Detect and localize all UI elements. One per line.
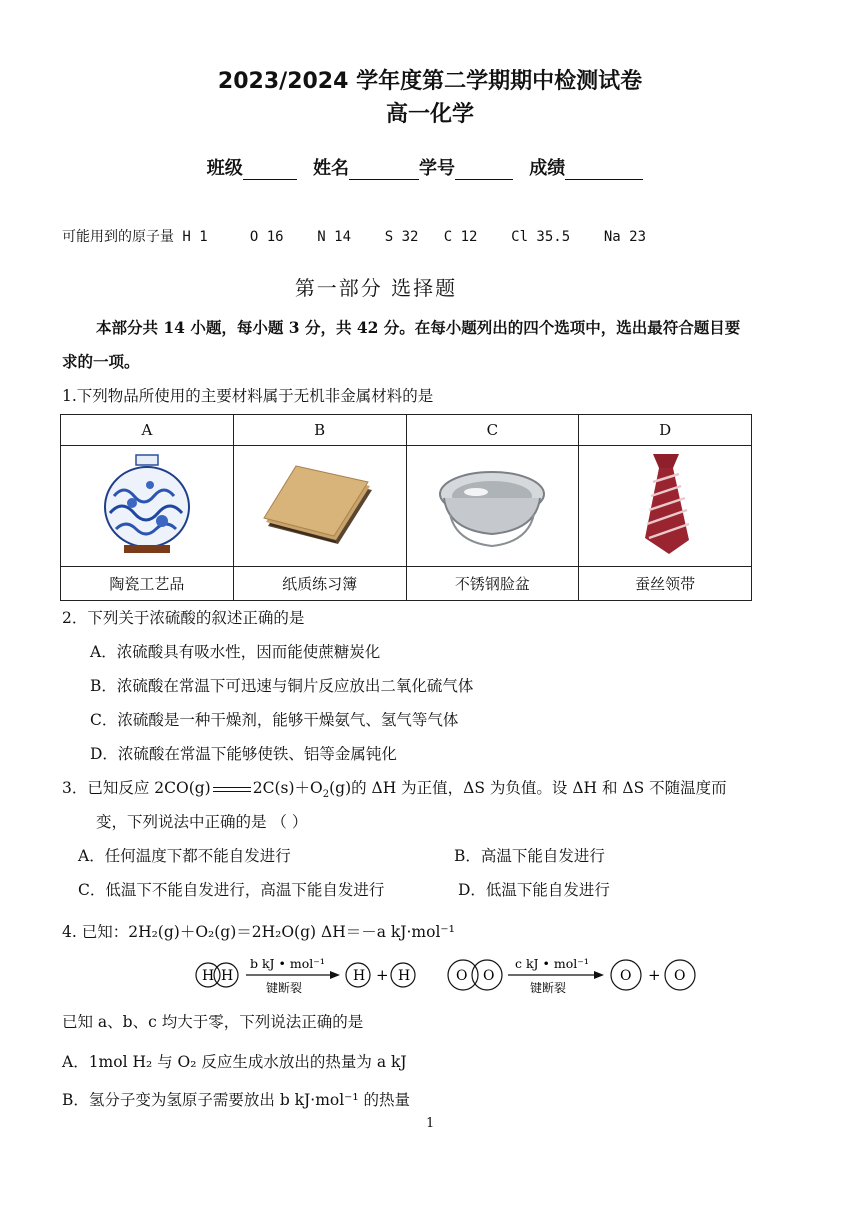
exam-subject: 高一化学 <box>385 102 474 127</box>
notebook-image <box>260 452 380 556</box>
arrow-o-icon <box>594 971 604 979</box>
plus-h: + <box>376 966 389 984</box>
o2-molecule <box>448 960 502 990</box>
q1-col-d: D <box>579 415 752 446</box>
part1-instructions-1: 本部分共 14 小题，每小题 3 分，共 42 分。在每小题列出的四个选项中，选出最符合题目要 <box>96 318 741 337</box>
atomic-mass-line: 可能用到的原子量 H 1 O 16 N 14 S 32 C 12 Cl 35.5 Na 23 <box>62 229 647 245</box>
svg-text:H: H <box>202 968 215 984</box>
q4-option-a: A．1mol H₂ 与 O₂ 反应生成水放出的热量为 a kJ <box>62 1053 407 1071</box>
field-id-blank[interactable] <box>455 161 513 180</box>
field-class-blank[interactable] <box>243 161 297 180</box>
svg-text:H: H <box>221 968 234 984</box>
q3-stem: 3．已知反应 2CO(g) $2C(s)+O_2(g)$的 ΔH 为正值，ΔS 为负值。设 ΔH 和 ΔS 不随温度而 <box>62 779 727 801</box>
equilibrium-sign <box>213 787 251 792</box>
bond-energy-h: b kJ • mol⁻¹ <box>250 956 325 971</box>
field-name-label: 姓名 <box>313 158 349 179</box>
break-label-o: 键断裂 <box>530 981 567 995</box>
field-score-label: 成绩 <box>529 158 566 179</box>
q1-col-b: B <box>233 415 406 446</box>
q1-item-a: 陶瓷工艺品 <box>61 567 234 601</box>
q1-stem: 1.下列物品所使用的主要材料属于无机非金属材料的是 <box>62 387 434 405</box>
q3-option-a: A．任何温度下都不能自发进行 <box>78 847 291 865</box>
bond-energy-o: c kJ • mol⁻¹ <box>515 956 589 971</box>
field-class-label: 班级 <box>206 158 243 179</box>
q1-item-c: 不锈钢脸盆 <box>406 567 579 601</box>
q3-option-b: B．高温下能自发进行 <box>454 847 605 865</box>
o-atom-2: O <box>674 968 686 984</box>
h2-molecule <box>196 963 238 987</box>
stainless-basin-image <box>436 454 548 554</box>
q2-option-c: C．浓硫酸是一种干燥剂，能够干燥氨气、氢气等气体 <box>90 711 459 729</box>
h-atom-1: H <box>353 968 366 984</box>
q1-col-c: C <box>406 415 579 446</box>
q3-option-c: C．低温下不能自发进行，高温下能自发进行 <box>78 881 385 899</box>
q4-option-b: B．氢分子变为氢原子需要放出 b kJ·mol⁻¹ 的热量 <box>62 1091 411 1109</box>
break-label-h: 键断裂 <box>266 981 303 995</box>
q1-item-b: 纸质练习簿 <box>233 567 406 601</box>
q2-stem: 2．下列关于浓硫酸的叙述正确的是 <box>62 609 305 627</box>
q3-option-d: D．低温下能自发进行 <box>458 881 610 899</box>
porcelain-vase-image <box>94 451 200 557</box>
svg-text:O: O <box>456 968 468 984</box>
arrow-h-icon <box>330 971 340 979</box>
q2-option-d: D．浓硫酸在常温下能够使铁、铝等金属钝化 <box>90 745 397 763</box>
exam-title: 2023/2024 学年度第二学期期中检测试卷 <box>217 69 643 94</box>
q2-option-b: B．浓硫酸在常温下可迅速与铜片反应放出二氧化硫气体 <box>90 677 474 695</box>
part1-title: 第一部分 选择题 <box>294 276 458 300</box>
h-atom-2: H <box>398 968 411 984</box>
field-score-blank[interactable] <box>565 161 643 180</box>
bond-breaking-diagram <box>190 952 710 998</box>
q1-options-table <box>60 414 752 601</box>
q2-option-a: A．浓硫酸具有吸水性，因而能使蔗糖炭化 <box>90 643 381 661</box>
page-number: 1 <box>426 1116 435 1131</box>
q4-intro: 已知 a、b、c 均大于零，下列说法正确的是 <box>62 1013 364 1031</box>
q3-stem-line2: 变，下列说法中正确的是 （ ） <box>96 813 308 831</box>
plus-o: + <box>648 966 661 984</box>
field-id-label: 学号 <box>419 158 455 179</box>
student-info-line <box>0 154 860 180</box>
part1-instructions-2: 求的一项。 <box>62 352 140 371</box>
field-name-blank[interactable] <box>349 161 419 180</box>
svg-text:O: O <box>483 968 495 984</box>
silk-tie-image <box>635 452 695 556</box>
o-atom-1: O <box>620 968 632 984</box>
q4-stem: 4. 已知：2H₂(g)＋O₂(g)＝2H₂O(g) ΔH＝－a kJ·mol⁻¹ <box>62 923 455 941</box>
q1-col-a: A <box>61 415 234 446</box>
q1-item-d: 蚕丝领带 <box>579 567 752 601</box>
